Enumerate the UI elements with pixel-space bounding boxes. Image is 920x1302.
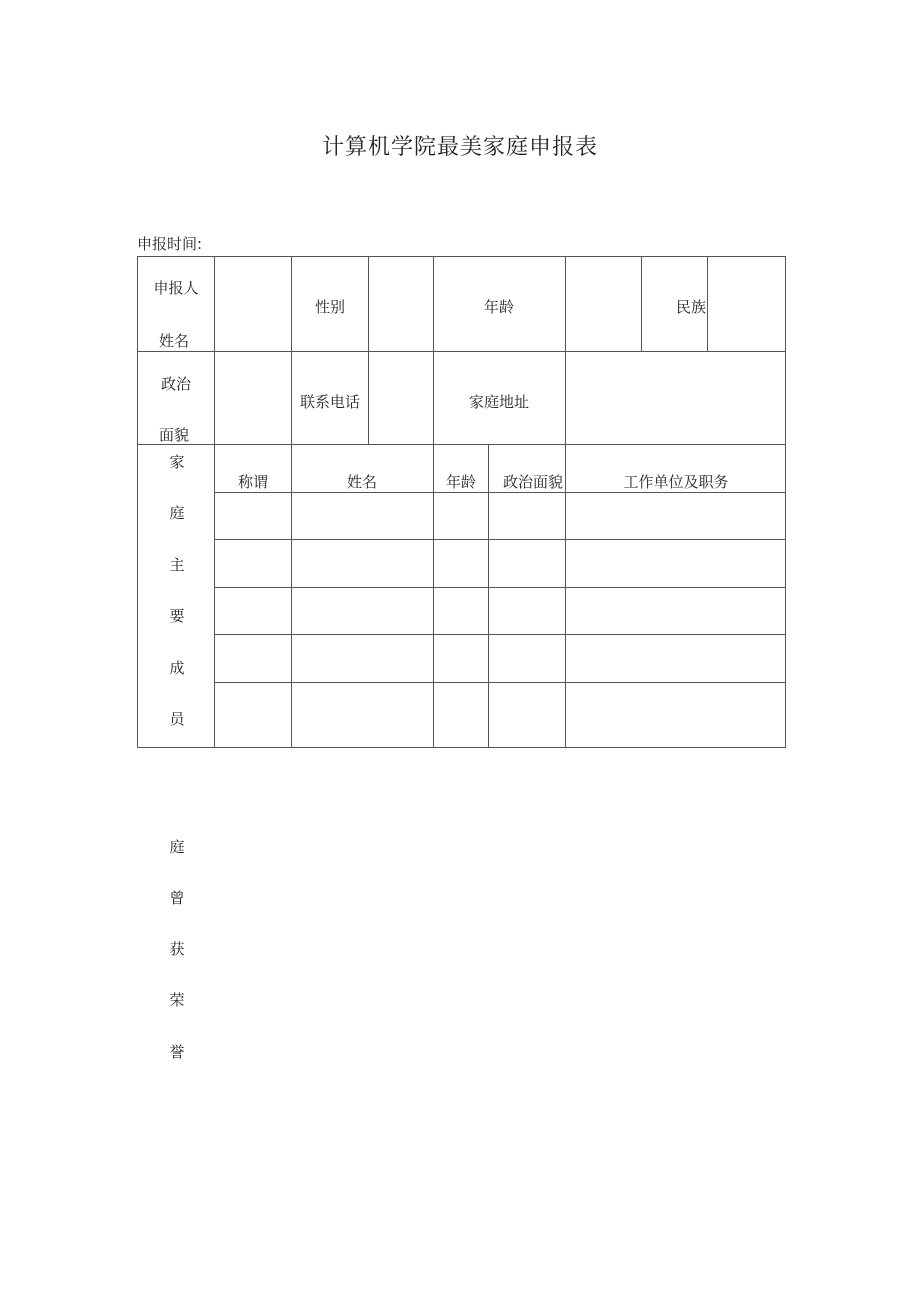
politics-label: 政治 [160,375,192,393]
applicant-label: 申报人 [153,279,199,297]
table-border-left [137,256,138,748]
honors-side-char: 庭 [169,838,185,856]
header-name: 姓名 [346,473,378,491]
politics-label-2: 面貌 [158,426,190,444]
members-side-char: 家 [169,453,185,471]
honors-side-char: 曾 [169,889,185,907]
honors-side-char: 誉 [169,1043,185,1061]
row-divider [214,682,786,683]
address-label: 家庭地址 [468,393,530,411]
column-divider [214,256,215,748]
honors-side-char: 获 [169,940,185,958]
table-border-right [785,256,786,748]
row-divider [214,634,786,635]
column-divider [433,256,434,748]
header-relation: 称谓 [237,473,269,491]
page-title: 计算机学院最美家庭申报表 [321,135,598,160]
row-divider [214,492,786,493]
honors-side-char: 荣 [169,991,185,1009]
age-label: 年龄 [483,298,515,316]
header-age: 年龄 [445,473,477,491]
members-side-char: 庭 [169,504,185,522]
column-divider [291,256,292,748]
members-side-char: 主 [169,556,185,574]
date-label: 申报时间: [137,235,203,253]
column-divider [565,256,566,748]
header-politics: 政治面貌 [502,473,564,491]
members-side-char: 员 [169,710,185,728]
applicant-name-label: 姓名 [158,332,190,350]
members-side-char: 要 [169,607,185,625]
row-divider [214,539,786,540]
header-employer-position: 工作单位及职务 [623,473,729,491]
column-divider [707,256,708,352]
column-divider [368,256,369,445]
members-side-char: 成 [169,659,185,677]
table-border-bottom [137,747,786,748]
phone-label: 联系电话 [299,393,361,411]
row-divider [214,587,786,588]
column-divider [641,256,642,352]
ethnicity-label: 民族 [676,298,707,316]
table-border-top [137,256,786,257]
row-divider [137,444,786,445]
gender-label: 性别 [314,298,346,316]
row-divider [137,351,786,352]
column-divider [488,444,489,748]
